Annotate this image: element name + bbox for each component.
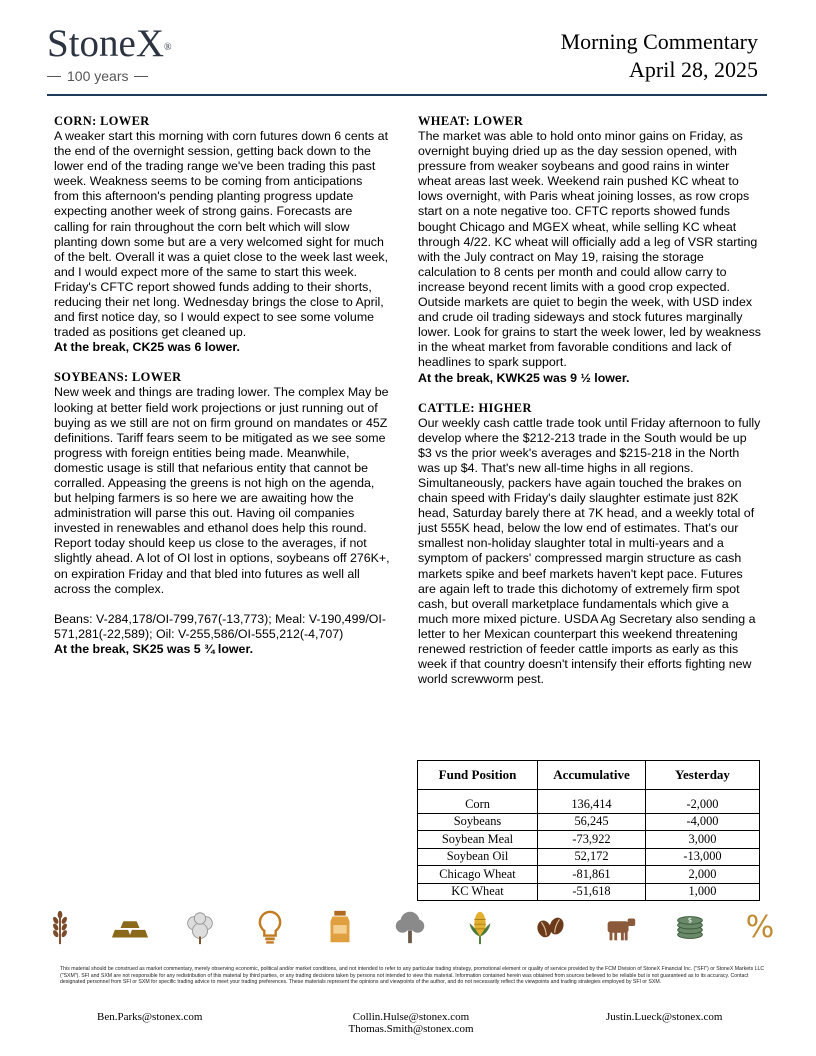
table-header-cell: Fund Position xyxy=(418,761,538,790)
table-cell: 1,000 xyxy=(646,883,760,901)
spacer xyxy=(54,597,390,612)
corn-heading: CORN: LOWER xyxy=(54,114,150,128)
header-title-block xyxy=(561,28,758,84)
cattle-section xyxy=(418,401,762,688)
soybeans-heading: SOYBEANS: LOWER xyxy=(54,370,182,385)
fund-position-table-wrap xyxy=(417,760,760,901)
table-cell: -51,618 xyxy=(538,883,646,901)
corn-icon xyxy=(460,907,500,947)
table-cell: -2,000 xyxy=(646,790,760,814)
table-cell: Corn xyxy=(418,790,538,814)
contact-email-center-1[interactable]: Collin.Hulse@stonex.com xyxy=(352,1011,470,1023)
wheat-heading: WHEAT: LOWER xyxy=(418,114,524,128)
coffee-beans-icon xyxy=(530,907,570,947)
cattle-heading: CATTLE: HIGHER xyxy=(418,400,532,415)
soybeans-break: At the break, SK25 was 5 ¾ lower. xyxy=(54,641,254,656)
svg-text:$: $ xyxy=(687,916,693,925)
wheat-body: The market was able to hold onto minor gains on Friday, as overnight buying dried up as the day session opened, with pressure from weaker soybeans and good rains in winter wheat areas last week. Weekend rain pushed KC wheat to lows overnight, with Paris wheat joining losses, as row crops start on a note negative too. CFTC reports showed funds bought Chicago and MGEX wheat, while selling KC wheat through 4/22. KC wheat will officially add a leg of VSR starting with the July contract on May 19, raising the storage calculation to 8 cents per month and could allow carry to increase beyond recent limits with a good crop expected. Outside markets are quiet to begin the week, with USD index and crude oil trading sideways and stock futures marginally lower. Look for grains to start the week lower, led by weakness in the wheat market from favorable conditions and lack of headlines to spark support. xyxy=(418,129,761,370)
table-cell: -4,000 xyxy=(646,813,760,831)
table-header-row xyxy=(418,761,760,790)
table-header-cell: Accumulative xyxy=(538,761,646,790)
logo-tagline-row xyxy=(47,68,207,84)
table-cell: Soybean Oil xyxy=(418,848,538,866)
tagline-dash-right xyxy=(134,76,148,77)
contact-email-center-2[interactable]: Thomas.Smith@stonex.com xyxy=(348,1023,474,1035)
table-row xyxy=(418,848,760,866)
table-cell: 3,000 xyxy=(646,831,760,849)
percent-icon xyxy=(740,907,780,947)
right-column xyxy=(418,114,762,702)
logo-tagline: 100 years xyxy=(67,68,129,84)
cattle-body: Our weekly cash cattle trade took until Friday afternoon to fully develop where the $212-213 trade in the South would be up $3 vs the prior week's averages and $215-218 in the North was up $4. That's new all-time highs in all regions. Simultaneously, packers have again touched the brakes on chain speed with Friday's daily slaughter estimate just 82K head, Saturday barely there at 7K head, and a weekly total of just 555K head, below the low end of estimates. That's our smallest non-holiday slaughter total in multi-years and a symptom of packers' compressed margin structure as cash markets spike and beef markets haven't kept pace. Futures are again left to trade this dichotomy of extremely firm spot cash, but overall marketplace fundamentals which give a much more mixed picture. USDA Ag Secretary also sending a letter to her Mexican counterpart this weekend threatening renewed restriction of feeder cattle imports as early as this week if that country doesn't intensify their efforts fighting new world screwworm pest. xyxy=(418,415,761,687)
table-cell: -13,000 xyxy=(646,848,760,866)
wheat-icon xyxy=(40,907,80,947)
contact-email-left[interactable]: Ben.Parks@stonex.com xyxy=(97,1011,203,1023)
table-row xyxy=(418,831,760,849)
percent-glyph: % xyxy=(745,909,775,945)
page-date: April 28, 2025 xyxy=(629,57,758,82)
page-title: Morning Commentary xyxy=(560,29,758,54)
table-cell: -81,861 xyxy=(538,866,646,884)
contact-email-right[interactable]: Justin.Lueck@stonex.com xyxy=(606,1011,723,1023)
soybeans-section xyxy=(54,370,390,657)
wheat-break: At the break, KWK25 was 9 ½ lower. xyxy=(418,370,630,385)
left-column xyxy=(54,114,390,672)
table-cell: 56,245 xyxy=(538,813,646,831)
table-row xyxy=(418,866,760,884)
wheat-section xyxy=(418,114,762,386)
cow-icon xyxy=(600,907,640,947)
contact-email-center xyxy=(346,1011,476,1035)
table-row xyxy=(418,813,760,831)
corn-break: At the break, CK25 was 6 lower. xyxy=(54,340,240,355)
jar-icon xyxy=(320,907,360,947)
soybeans-volumes: Beans: V-284,178/OI-799,767(-13,773); Meal: V-190,499/OI-571,281(-22,589); Oil: V-255,586/OI-555,212(-4,707) xyxy=(54,611,386,641)
table-row xyxy=(418,883,760,901)
logo-name: StoneX xyxy=(47,22,164,65)
corn-body: A weaker start this morning with corn futures down 6 cents at the end of the overnight session, getting back down to the lower end of the trading range we've been trading this past week. Weakness seems to be coming from anticipations from this afternoon's pending planting progress update expecting another week of strong gains. Forecasts are calling for rain throughout the corn belt which will slow planting down some but are a very welcomed sight for much of the belt. Overall it was a quiet close to the week last week, and I would expect more of the same to start this week. Friday's CFTC report showed funds adding to their shorts, reducing their net long. Wednesday brings the close to April, and first notice day, so I would expect to see some volume traded as positions get cleaned up. xyxy=(54,129,389,340)
disclaimer-text: This material should be construed as market commentary, merely observing economic, political and/or market conditions, and not intended to refer to any particular trading strategy, promotional element or quality of service provided by the FCM Division of StoneX Financial Inc. ("SFI") or StoneX Markets LLC ("SXM"). SFI and SXM are not responsible for any redistribution of this material by third parties, or any trading decisions taken by persons not intended to view this material. Information contained herein was obtained from sources believed to be reliable but is not guaranteed as to its accuracy. Contact designated personnel from SFI or SXM for specific trading advice to meet your trading preferences. These materials represent the opinions and viewpoints of the author, and do not necessarily reflect the viewpoints and trading strategies employed by SFI or SXM. xyxy=(60,966,765,986)
tree-icon xyxy=(390,907,430,947)
table-row xyxy=(418,790,760,814)
tagline-dash-left xyxy=(47,76,61,77)
table-cell: Soybeans xyxy=(418,813,538,831)
cotton-icon xyxy=(180,907,220,947)
table-cell: -73,922 xyxy=(538,831,646,849)
gold-bars-icon xyxy=(110,907,150,947)
table-cell: 2,000 xyxy=(646,866,760,884)
lightbulb-icon xyxy=(250,907,290,947)
registered-mark: ® xyxy=(164,42,172,53)
table-cell: Soybean Meal xyxy=(418,831,538,849)
coins-icon xyxy=(670,907,710,947)
stonex-logo xyxy=(47,24,207,84)
header-divider xyxy=(47,94,767,96)
table-cell: 52,172 xyxy=(538,848,646,866)
table-cell: Chicago Wheat xyxy=(418,866,538,884)
commodity-icon-strip xyxy=(40,905,780,949)
fund-position-table xyxy=(417,760,760,901)
soybeans-body: New week and things are trading lower. The complex May be looking at better field work projections or just running out of buying as we still are not on firm ground on mandates or 45Z definitions. Tariff fears seem to be mitigated as we see some progress with foreign entities being made. Meanwhile, domestic usage is still that nefarious entity that cannot be corralled. Appeasing the greens is not high on the agenda, but helping farmers is so here we are awaiting how the administration will parse this out. Having oil companies invested in renewables and ethanol does help this round. Report today should keep us close to the averages, if not slightly ahead. A lot of OI lost in options, soybeans off 276K+, on expiration Friday and that bled into futures as well all across the complex. xyxy=(54,385,390,596)
table-cell: 136,414 xyxy=(538,790,646,814)
table-header-cell: Yesterday xyxy=(646,761,760,790)
table-cell: KC Wheat xyxy=(418,883,538,901)
corn-section xyxy=(54,114,390,355)
